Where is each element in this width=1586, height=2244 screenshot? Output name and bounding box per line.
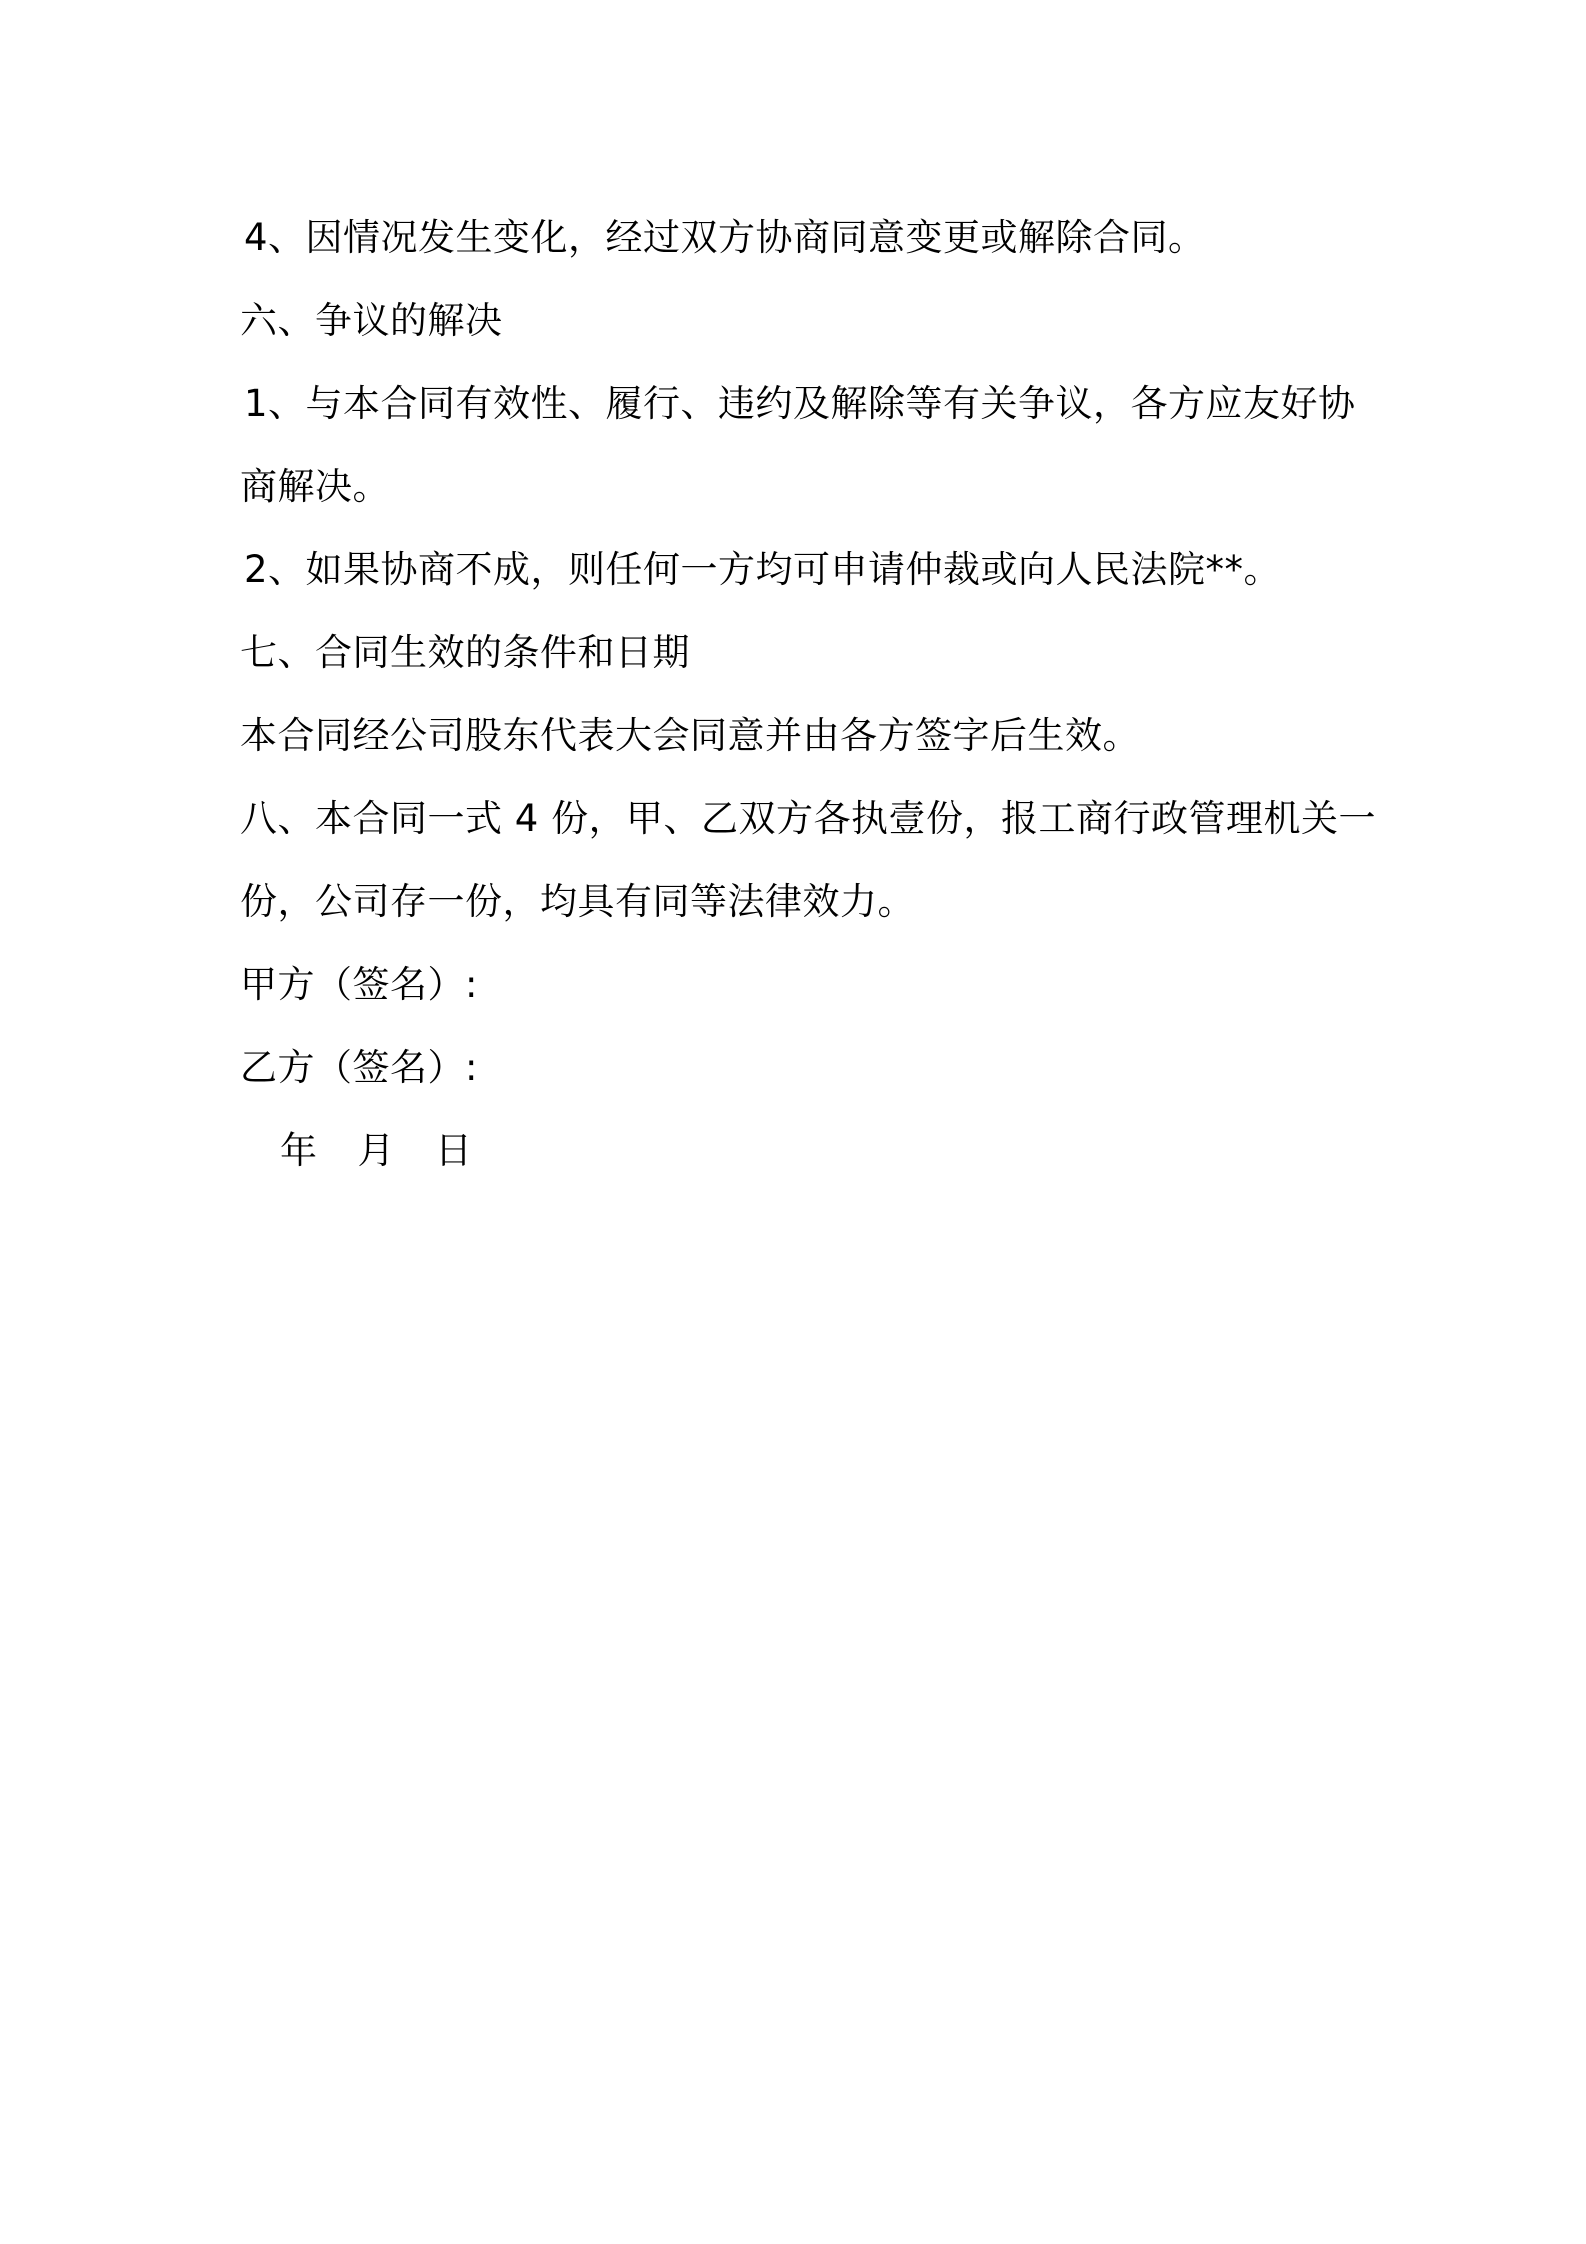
clause-6-1-line-2: 商解决。 <box>240 465 390 508</box>
party-b-signature: 乙方（签名）: <box>240 1046 478 1089</box>
date-day: 日 <box>435 1129 473 1172</box>
date-year: 年 <box>280 1129 318 1172</box>
document-body <box>240 196 1377 1192</box>
clause-6-1-line-1: 1、与本合同有效性、履行、违约及解除等有关争议，各方应友好协 <box>244 382 1356 425</box>
section-8-line-2: 份，公司存一份，均具有同等法律效力。 <box>240 880 915 923</box>
section-8-line-1: 八、本合同一式 4 份，甲、乙双方各执壹份，报工商行政管理机关一 <box>240 797 1377 840</box>
date-line <box>240 1109 1360 1192</box>
party-a-signature: 甲方（签名）: <box>240 963 478 1006</box>
clause-5-4: 4、因情况发生变化，经过双方协商同意变更或解除合同。 <box>244 216 1206 259</box>
date-month: 月 <box>357 1129 395 1172</box>
section-6-heading: 六、争议的解决 <box>240 299 503 342</box>
section-7-heading: 七、合同生效的条件和日期 <box>240 631 690 674</box>
clause-6-2: 2、如果协商不成，则任何一方均可申请仲裁或向人民法院**。 <box>244 548 1282 591</box>
section-7-text: 本合同经公司股东代表大会同意并由各方签字后生效。 <box>240 714 1140 757</box>
